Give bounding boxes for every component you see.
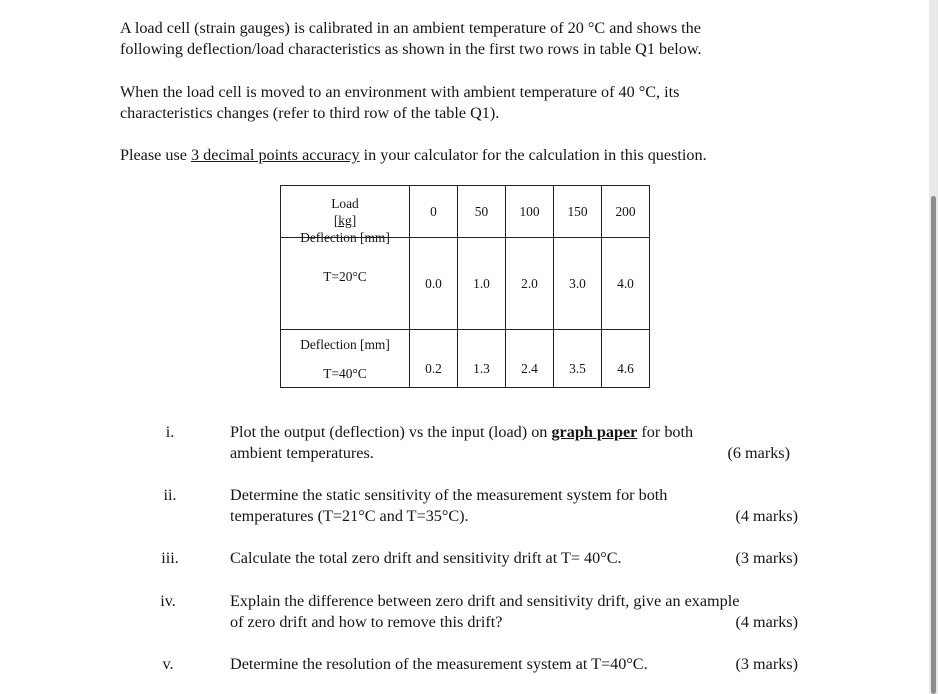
intro-p3-after: in your calculator for the calculation in this question.	[359, 146, 707, 164]
load-cell: 100	[506, 186, 554, 238]
question-iii-line1	[230, 548, 798, 569]
question-i	[230, 422, 790, 464]
deflection-40c-label-line1: Deflection [mm]	[300, 336, 390, 352]
question-v-line1	[230, 654, 798, 675]
load-cell: 150	[554, 186, 602, 238]
question-ii	[230, 485, 798, 527]
question-iv-line1	[230, 591, 798, 612]
table-row-deflection-20c	[281, 238, 650, 330]
deflection-40c-cell: 3.5	[554, 330, 602, 388]
question-ii-line1-text: Determine the static sensitivity of the measurement system for both	[230, 486, 668, 504]
deflection-40c-label-cell	[281, 330, 410, 388]
deflection-20c-label-line1: Deflection [mm]	[300, 229, 390, 245]
question-ii-line1	[230, 485, 798, 506]
question-v-marks: (3 marks)	[735, 655, 798, 673]
load-header-line1: Load	[331, 195, 359, 211]
question-iv	[230, 591, 798, 633]
question-iv-line2-text: of zero drift and how to remove this drift?	[230, 613, 503, 631]
question-ii-line2	[230, 506, 798, 527]
deflection-40c-label-line2: T=40°C	[323, 365, 367, 381]
question-v	[230, 654, 798, 675]
intro-p1-line2: following deflection/load characteristics as shown in the first two rows in table Q1 below.	[120, 40, 702, 58]
question-i-line1	[230, 422, 790, 443]
question-iii-line1-text: Calculate the total zero drift and sensitivity drift at T= 40°C.	[230, 549, 622, 567]
intro-p3-underlined: 3 decimal points accuracy	[191, 146, 360, 164]
load-header-line2: [kg]	[333, 212, 357, 228]
question-i-line2	[230, 443, 790, 464]
deflection-20c-cell: 1.0	[458, 238, 506, 330]
load-cell: 200	[602, 186, 650, 238]
intro-p1-line1: A load cell (strain gauges) is calibrated in an ambient temperature of 20 °C and shows the	[120, 19, 701, 37]
deflection-40c-cell: 0.2	[410, 330, 458, 388]
deflection-20c-cell: 0.0	[410, 238, 458, 330]
table-row-deflection-40c	[281, 330, 650, 388]
question-number: iv.	[160, 592, 176, 610]
question-i-line1-text	[230, 422, 693, 443]
question-i-graph-paper: graph paper	[551, 423, 638, 441]
intro-paragraph-2	[120, 82, 679, 124]
question-iv-marks: (4 marks)	[735, 613, 798, 631]
question-number: v.	[162, 655, 174, 673]
question-i-line1-before: Plot the output (deflection) vs the input (load) on	[230, 423, 552, 441]
deflection-20c-cell: 2.0	[506, 238, 554, 330]
deflection-40c-cell: 1.3	[458, 330, 506, 388]
intro-p2-line2: characteristics changes (refer to third row of the table Q1).	[120, 104, 500, 122]
load-cell: 50	[458, 186, 506, 238]
question-number: ii.	[163, 486, 177, 504]
deflection-20c-label-cell	[281, 229, 410, 330]
question-iii	[230, 548, 798, 569]
intro-p2-line1: When the load cell is moved to an environment with ambient temperature of 40 °C, its	[120, 83, 680, 101]
intro-paragraph-3	[120, 145, 707, 166]
deflection-40c-cell: 2.4	[506, 330, 554, 388]
question-i-marks: (6 marks)	[727, 444, 790, 462]
deflection-40c-cell: 4.6	[602, 330, 650, 388]
question-number: i.	[165, 423, 175, 441]
load-cell: 0	[410, 186, 458, 238]
question-ii-line2-text: temperatures (T=21°C and T=35°C).	[230, 507, 469, 525]
question-i-line2-text: ambient temperatures.	[230, 444, 374, 462]
question-v-line1-text: Determine the resolution of the measurement system at T=40°C.	[230, 655, 648, 673]
deflection-20c-cell: 3.0	[554, 238, 602, 330]
question-ii-marks: (4 marks)	[735, 507, 798, 525]
question-iv-line1-text: Explain the difference between zero drift and sensitivity drift, give an example	[230, 592, 740, 610]
deflection-20c-cell: 4.0	[602, 238, 650, 330]
deflection-20c-label-line2: T=20°C	[323, 268, 367, 284]
question-iii-marks: (3 marks)	[735, 549, 798, 567]
scrollbar-thumb[interactable]	[931, 196, 936, 694]
intro-p3-before: Please use	[120, 146, 192, 164]
question-number: iii.	[161, 549, 179, 567]
table-q1	[280, 185, 650, 388]
intro-paragraph-1	[120, 18, 702, 60]
question-iv-line2	[230, 612, 798, 633]
question-i-line1-after: for both	[637, 423, 694, 441]
